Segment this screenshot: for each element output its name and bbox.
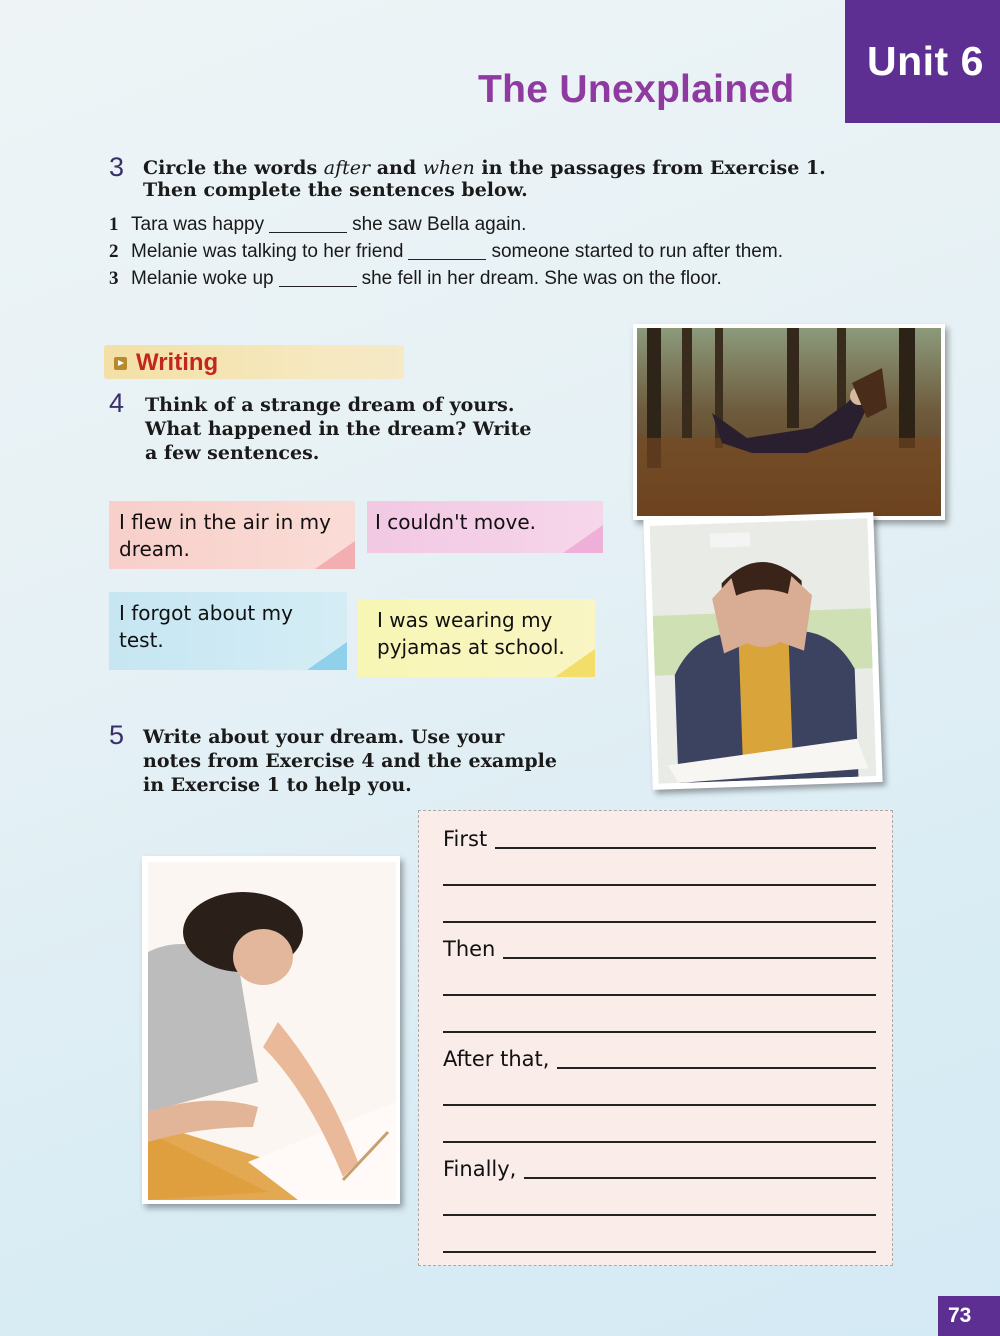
- page-title: The Unexplained: [478, 68, 795, 111]
- sentence-text: someone started to run after them.: [491, 241, 783, 262]
- sticky-note-couldnt-move: [367, 501, 603, 553]
- row-label: After that,: [443, 1047, 550, 1071]
- exercise-4-number: 4: [109, 388, 125, 418]
- photo-writing-girl: [142, 856, 400, 1204]
- photo-floating-girl: [633, 324, 945, 520]
- exercise-5-instruction: [143, 725, 583, 797]
- write-row[interactable]: [443, 1219, 876, 1255]
- row-label: Finally,: [443, 1157, 517, 1181]
- photo-stressed-student: [643, 512, 882, 790]
- exercise-3-number: 3: [109, 152, 125, 182]
- floating-girl-image: [637, 328, 941, 516]
- writing-line[interactable]: [443, 921, 876, 923]
- instruction-line: What happened in the dream? Write: [145, 418, 532, 440]
- write-row[interactable]: [443, 1072, 876, 1108]
- writing-line[interactable]: [443, 884, 876, 886]
- sticky-note-flew: [109, 501, 355, 569]
- writing-label: Writing: [136, 349, 219, 376]
- exercise-4-instruction: [145, 393, 565, 465]
- write-row[interactable]: [443, 1182, 876, 1218]
- instruction-line: Think of a strange dream of yours.: [145, 394, 515, 416]
- page-curl-icon: [315, 541, 355, 569]
- sentence-number: 2: [109, 241, 119, 262]
- page-number: 73: [948, 1304, 972, 1327]
- sentence-text: she saw Bella again.: [352, 214, 527, 235]
- exercise-5-number: 5: [109, 720, 125, 750]
- writing-line[interactable]: [495, 847, 876, 849]
- writing-section-header: [104, 345, 404, 379]
- instruction-text: in the passages from Exercise 1.: [474, 157, 826, 179]
- unit-tab: [845, 0, 1000, 123]
- page-number-tab: [938, 1296, 1000, 1336]
- row-label: Then: [443, 937, 496, 961]
- sentence-text: she fell in her dream. She was on the floor.: [361, 268, 722, 289]
- write-row[interactable]: [443, 962, 876, 998]
- exercise-3-instruction: [143, 157, 903, 201]
- write-row[interactable]: [443, 1109, 876, 1145]
- stressed-student-image: [650, 518, 877, 783]
- writing-line[interactable]: [503, 957, 876, 959]
- instruction-line: in Exercise 1 to help you.: [143, 774, 412, 796]
- write-row-finally[interactable]: [443, 1145, 876, 1181]
- answer-blank[interactable]: [279, 285, 357, 287]
- sentence-text: Melanie woke up: [131, 268, 274, 289]
- instruction-text: and: [370, 157, 423, 179]
- note-text: I flew in the air in my dream.: [119, 510, 331, 561]
- writing-line[interactable]: [443, 1104, 876, 1106]
- writing-line[interactable]: [557, 1067, 876, 1069]
- play-arrow-icon: [114, 357, 127, 370]
- writing-line[interactable]: [443, 1141, 876, 1143]
- sentence-text: Melanie was talking to her friend: [131, 241, 404, 262]
- write-row-after-that[interactable]: [443, 1035, 876, 1071]
- unit-label: Unit 6: [867, 38, 984, 84]
- answer-blank[interactable]: [408, 258, 486, 260]
- writing-line[interactable]: [524, 1177, 876, 1179]
- word-after: after: [323, 157, 371, 179]
- sticky-note-pyjamas: [357, 599, 595, 677]
- writing-line[interactable]: [443, 1031, 876, 1033]
- instruction-text: Then complete the sentences below.: [143, 179, 528, 201]
- writing-girl-image: [148, 862, 396, 1200]
- sentence-number: 1: [109, 214, 119, 235]
- word-when: when: [422, 157, 475, 179]
- sentence-1: [109, 214, 526, 236]
- write-row[interactable]: [443, 889, 876, 925]
- sentence-number: 3: [109, 268, 119, 289]
- note-text: I was wearing my pyjamas at school.: [377, 608, 565, 659]
- note-text: I forgot about my test.: [119, 601, 293, 652]
- sticky-note-forgot-test: [109, 592, 347, 670]
- writing-line[interactable]: [443, 994, 876, 996]
- page-curl-icon: [307, 642, 347, 670]
- page-curl-icon: [563, 525, 603, 553]
- answer-blank[interactable]: [269, 231, 347, 233]
- sentence-3: [109, 268, 722, 290]
- sentence-2: [109, 241, 783, 263]
- writing-line[interactable]: [443, 1251, 876, 1253]
- write-row[interactable]: [443, 999, 876, 1035]
- note-text: I couldn't move.: [375, 510, 537, 534]
- instruction-text: Circle the words: [143, 157, 324, 179]
- sentence-text: Tara was happy: [131, 214, 265, 235]
- writing-box: [418, 810, 893, 1266]
- write-row[interactable]: [443, 852, 876, 888]
- instruction-line: notes from Exercise 4 and the example: [143, 750, 557, 772]
- write-row-then[interactable]: [443, 925, 876, 961]
- instruction-line: a few sentences.: [145, 442, 320, 464]
- instruction-line: Write about your dream. Use your: [143, 726, 505, 748]
- write-row-first[interactable]: [443, 815, 876, 851]
- writing-line[interactable]: [443, 1214, 876, 1216]
- row-label: First: [443, 827, 488, 851]
